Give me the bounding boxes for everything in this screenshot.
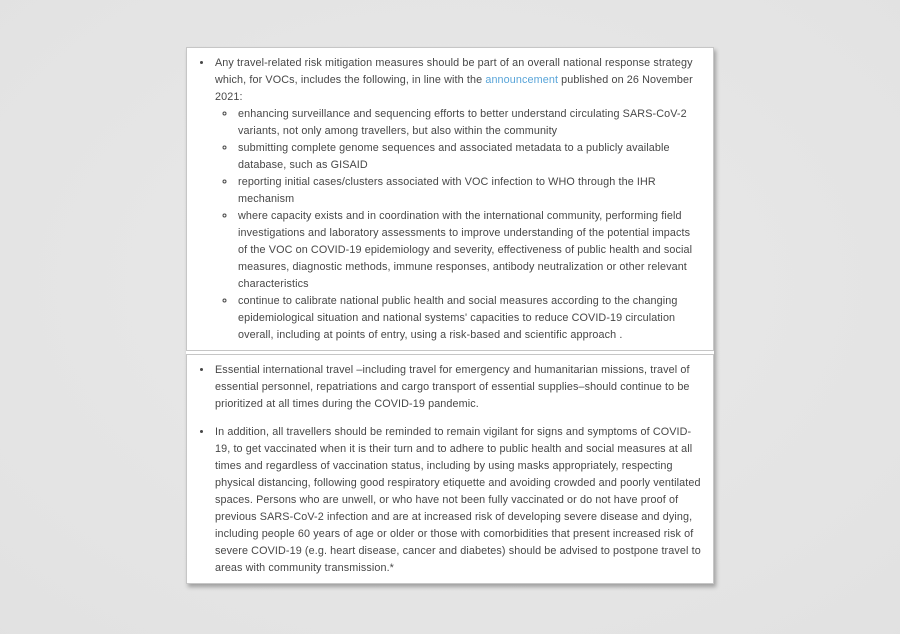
list-item — [213, 55, 701, 344]
list-item: ◦ where capacity exists and in coordination with the international community, performing field investigations and laboratory assessments to improve understanding of the potential impacts of the VOC on COVID-19 epidemiology and severity, effectiveness of public health and social measures, diagnostic methods, immune responses, antibody neutralization or other relevant characteristics — [236, 208, 701, 293]
voc-measures-list — [193, 55, 701, 344]
voc-intro-text-after: published on 26 November 2021: — [215, 74, 693, 103]
announcement-link[interactable]: announcement — [485, 74, 559, 86]
voc-sub-measures-list — [215, 106, 701, 344]
voc-intro-text-before: Any travel-related risk mitigation measures should be part of an overall national response strategy which, for VOCs, includes the following, in line with the — [215, 57, 693, 86]
list-item: ◦ submitting complete genome sequences and associated metadata to a publicly available database, such as GISAID — [236, 140, 701, 174]
list-item: ◦ reporting initial cases/clusters associated with VOC infection to WHO through the IHR mechanism — [236, 174, 701, 208]
list-item: • Essential international travel –including travel for emergency and humanitarian missions, travel of essential personnel, repatriations and cargo transport of essential supplies–should continue to be prioritized at all times during the COVID-19 pandemic. — [213, 362, 701, 413]
advice-panel — [186, 47, 714, 584]
voc-measures-section — [186, 47, 714, 351]
travel-advice-section — [186, 354, 714, 584]
list-item: ◦ continue to calibrate national public health and social measures according to the changing epidemiological situation and national systems' capacities to reduce COVID-19 circulation overall, including at points of entry, using a risk-based and scientific approach . — [236, 293, 701, 344]
travel-advice-list — [193, 362, 701, 577]
list-item: ◦ enhancing surveillance and sequencing efforts to better understand circulating SARS-CoV-2 variants, not only among travellers, but also within the community — [236, 106, 701, 140]
list-item: • In addition, all travellers should be reminded to remain vigilant for signs and symptoms of COVID-19, to get vaccinated when it is their turn and to adhere to public health and social measures at all times and regardless of vaccination status, including by using masks appropriately, respecting physical distancing, following good respiratory etiquette and avoiding crowded and poorly ventilated spaces. Persons who are unwell, or who have not been fully vaccinated or do not have proof of previous SARS-CoV-2 infection and are at increased risk of developing severe disease and dying, including people 60 years of age or older or those with comorbidities that present increased risk of severe COVID-19 (e.g. heart disease, cancer and diabetes) should be advised to postpone travel to areas with community transmission.* — [213, 424, 701, 577]
